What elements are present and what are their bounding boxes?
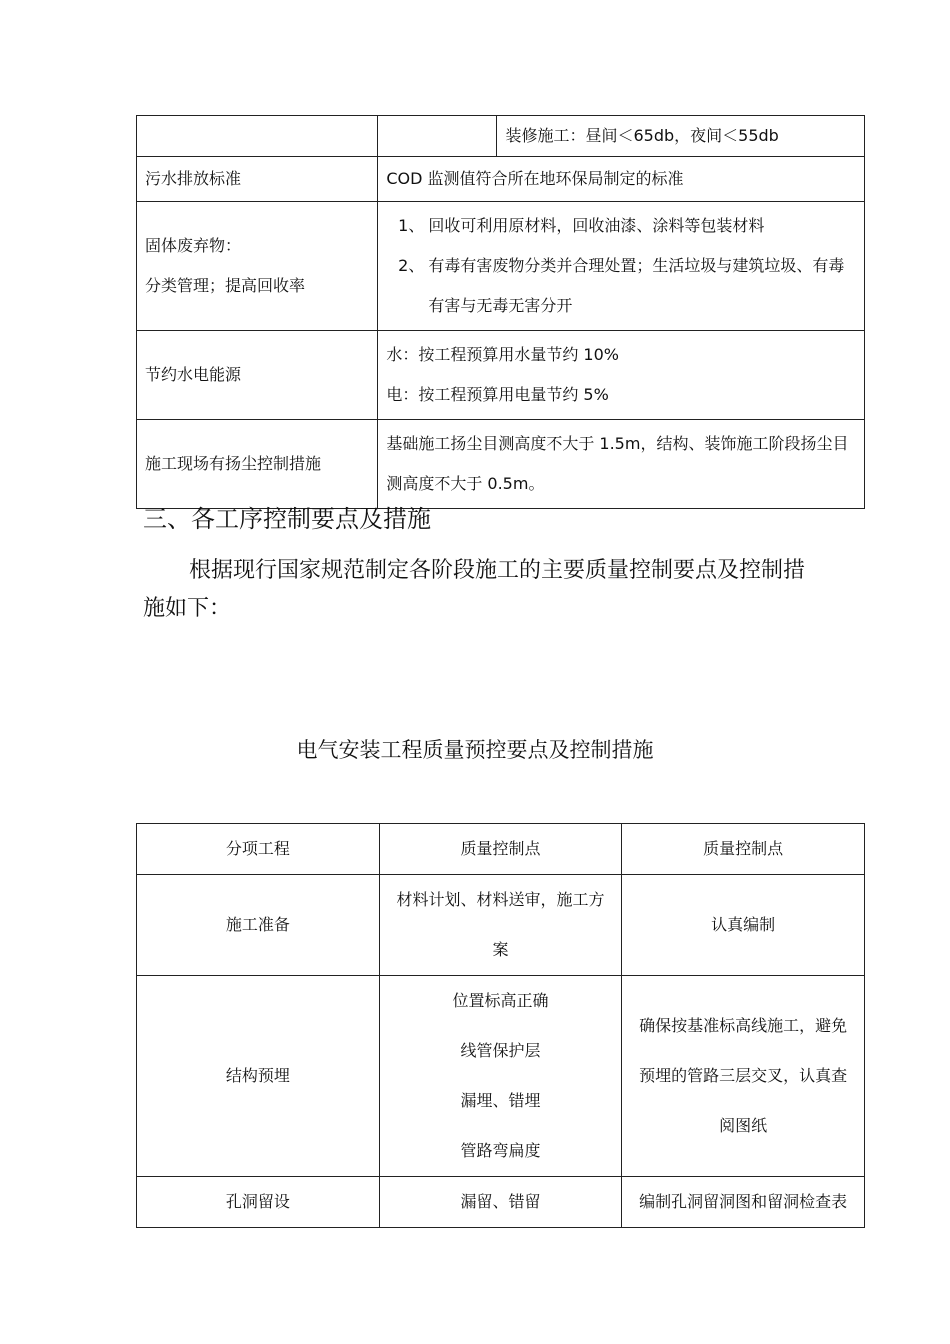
row-value: COD 监测值符合所在地环保局制定的标准 xyxy=(378,157,865,202)
row-value: 基础施工扬尘目测高度不大于 1.5m，结构、装饰施工阶段扬尘目测高度不大于 0.5m。 xyxy=(378,420,865,509)
table-row xyxy=(137,976,865,1177)
row-value xyxy=(378,331,865,420)
control-measures: 认真编制 xyxy=(622,875,865,976)
section-title: 三、各工序控制要点及措施 xyxy=(143,505,431,533)
section-paragraph: 根据现行国家规范制定各阶段施工的主要质量控制要点及控制措施如下： xyxy=(143,558,806,621)
control-points: 漏留、错留 xyxy=(379,1177,622,1228)
table-row xyxy=(137,116,865,157)
waste-measures-list xyxy=(378,206,856,326)
list-number: 2、 xyxy=(398,256,425,275)
noise-standard-decoration: 装修施工：昼间＜65db，夜间＜55db xyxy=(497,116,865,157)
list-number: 1、 xyxy=(398,216,425,235)
control-points: 材料计划、材料送审，施工方案 xyxy=(379,875,622,976)
quality-table-title: 电气安装工程质量预控要点及控制措施 xyxy=(296,738,654,762)
list-item xyxy=(378,246,856,326)
label-line: 固体废弃物： xyxy=(145,236,242,255)
label-line: 分类管理；提高回收率 xyxy=(145,276,306,295)
table-row xyxy=(137,875,865,976)
row-label: 节约水电能源 xyxy=(137,331,378,420)
item-name: 施工准备 xyxy=(137,875,380,976)
table-row xyxy=(137,331,865,420)
table-row xyxy=(137,1177,865,1228)
table-cell xyxy=(137,116,378,157)
table-row xyxy=(137,420,865,509)
control-measures: 编制孔洞留洞图和留洞检查表 xyxy=(622,1177,865,1228)
control-point: 位置标高正确 xyxy=(452,991,549,1010)
column-header: 质量控制点 xyxy=(622,824,865,875)
quality-control-table xyxy=(136,823,865,1228)
list-text: 有毒有害废物分类并合理处置；生活垃圾与建筑垃圾、有毒有害与无毒无害分开 xyxy=(428,256,845,315)
item-name: 结构预埋 xyxy=(137,976,380,1177)
list-text: 回收可利用原材料，回收油漆、涂料等包装材料 xyxy=(428,216,765,235)
item-name: 孔洞留设 xyxy=(137,1177,380,1228)
table-row xyxy=(137,157,865,202)
list-item xyxy=(378,206,856,246)
row-label: 污水排放标准 xyxy=(137,157,378,202)
table-cell xyxy=(378,116,497,157)
control-point: 管路弯扁度 xyxy=(460,1141,541,1160)
control-measures: 确保按基准标高线施工，避免预埋的管路三层交叉，认真查阅图纸 xyxy=(622,976,865,1177)
water-saving-text: 水：按工程预算用水量节约 10% xyxy=(386,345,619,364)
table-header-row xyxy=(137,824,865,875)
row-label: 施工现场有扬尘控制措施 xyxy=(137,420,378,509)
environment-standards-table xyxy=(136,115,865,509)
power-saving-text: 电：按工程预算用电量节约 5% xyxy=(386,385,609,404)
column-header: 质量控制点 xyxy=(379,824,622,875)
row-label xyxy=(137,202,378,331)
control-point: 漏埋、错埋 xyxy=(460,1091,541,1110)
control-points xyxy=(379,976,622,1177)
row-value xyxy=(378,202,865,331)
table-row xyxy=(137,202,865,331)
column-header: 分项工程 xyxy=(137,824,380,875)
control-point: 线管保护层 xyxy=(460,1041,541,1060)
